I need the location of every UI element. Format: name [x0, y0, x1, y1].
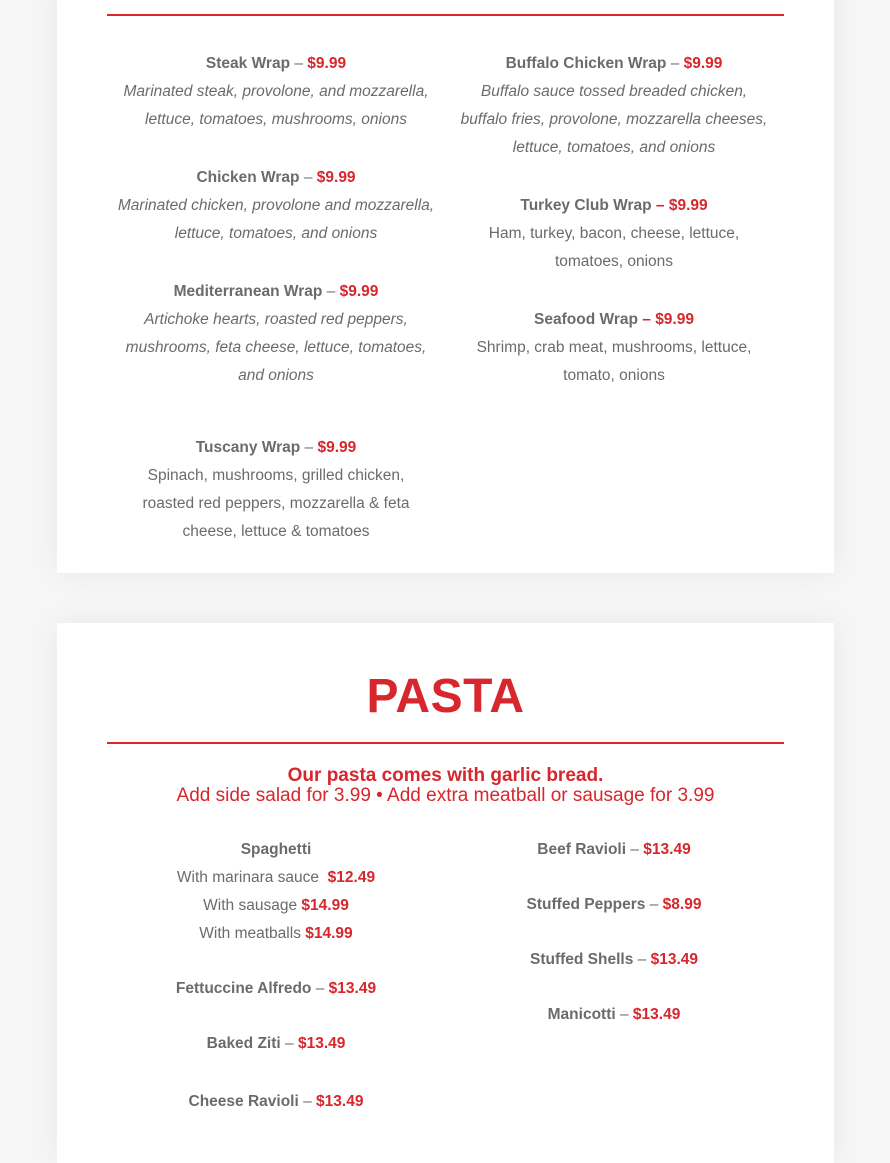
item-price: $13.49 [643, 841, 691, 858]
item-description: Marinated chicken, provolone and mozzarella, [117, 197, 435, 214]
item-description: and onions [238, 367, 314, 384]
item-price: $13.49 [297, 1035, 346, 1052]
item-description: buffalo fries, provolone, mozzarella cheeses, [460, 111, 768, 128]
item-price: $9.99 [339, 283, 379, 300]
item-name: Steak Wrap [205, 55, 291, 72]
item-description: tomato, onions [563, 367, 665, 384]
item-price: $9.99 [668, 197, 708, 214]
item-name: Beef Ravioli [537, 841, 627, 858]
menu-item-turkey-club-wrap [445, 192, 783, 276]
item-name: Stuffed Peppers [526, 896, 646, 913]
menu-item-tuscany-wrap [107, 434, 445, 546]
item-price: $14.99 [305, 925, 353, 942]
item-price: $14.99 [301, 897, 349, 914]
item-price: $8.99 [662, 896, 702, 913]
item-description: Ham, turkey, bacon, cheese, lettuce, [488, 225, 740, 242]
wraps-left-column [107, 50, 445, 576]
item-price: $9.99 [683, 55, 723, 72]
spaghetti-option [107, 864, 445, 892]
menu-item-mediterranean-wrap [107, 278, 445, 390]
separator: – [670, 55, 680, 72]
item-name: Turkey Club Wrap [520, 197, 652, 214]
menu-item-stuffed-peppers [445, 891, 783, 919]
item-price: $13.49 [632, 1006, 681, 1023]
pasta-section-card [57, 623, 834, 1163]
separator: – [619, 1006, 629, 1023]
menu-item-fettuccine-alfredo [107, 975, 445, 1003]
separator: – [303, 169, 313, 186]
menu-item-stuffed-shells [445, 946, 783, 974]
pasta-note [57, 766, 834, 806]
menu-item-steak-wrap [107, 50, 445, 134]
menu-item-chicken-wrap [107, 164, 445, 248]
item-name: Chicken Wrap [196, 169, 300, 186]
item-description: Shrimp, crab meat, mushrooms, lettuce, [476, 339, 752, 356]
item-price: $9.99 [317, 439, 357, 456]
separator: – [637, 951, 647, 968]
item-description: Marinated steak, provolone, and mozzarella, [123, 83, 429, 100]
separator: – [315, 980, 325, 997]
spaghetti-option [107, 920, 445, 948]
item-name: Fettuccine Alfredo [175, 980, 312, 997]
separator: – [303, 1093, 312, 1110]
item-name: Stuffed Shells [529, 951, 634, 968]
pasta-note-line-1: Our pasta comes with garlic bread. [287, 765, 604, 786]
menu-item-seafood-wrap [445, 306, 783, 390]
item-price: $9.99 [316, 169, 356, 186]
item-name: Manicotti [547, 1006, 616, 1023]
menu-item-beef-ravioli [445, 836, 783, 864]
item-name: Spaghetti [240, 841, 312, 858]
wraps-right-column [445, 50, 783, 420]
menu-item-manicotti [445, 1001, 783, 1029]
item-description: Spinach, mushrooms, grilled chicken, [147, 467, 405, 484]
menu-item-cheese-ravioli [107, 1088, 445, 1116]
menu-item-spaghetti [107, 836, 445, 948]
separator: – [642, 311, 651, 328]
item-name: Seafood Wrap [534, 311, 638, 328]
item-price: $9.99 [307, 55, 347, 72]
item-description: lettuce, tomatoes, and onions [512, 139, 716, 156]
item-description: tomatoes, onions [554, 253, 674, 270]
separator: – [294, 55, 303, 72]
item-price: $13.49 [328, 980, 377, 997]
option-label: With marinara sauce [176, 869, 320, 886]
item-price: $13.49 [650, 951, 699, 968]
section-title: PASTA [366, 670, 525, 723]
item-description: Artichoke hearts, roasted red peppers, [144, 311, 408, 328]
menu-item-baked-ziti [107, 1030, 445, 1058]
pasta-left-column [107, 836, 445, 1143]
item-name: Buffalo Chicken Wrap [505, 55, 667, 72]
item-price: $9.99 [655, 311, 694, 328]
option-label: With meatballs [199, 925, 301, 942]
menu-item-buffalo-chicken-wrap [445, 50, 783, 162]
item-description: roasted red peppers, mozzarella & feta [142, 495, 410, 512]
item-name: Tuscany Wrap [195, 439, 301, 456]
wraps-divider [107, 14, 784, 16]
item-description: cheese, lettuce & tomatoes [182, 523, 370, 540]
item-price: $13.49 [316, 1093, 364, 1110]
wraps-section-card [57, 0, 834, 573]
separator: – [285, 1035, 294, 1052]
pasta-divider [107, 742, 784, 744]
item-name: Mediterranean Wrap [173, 283, 323, 300]
pasta-right-column [445, 836, 783, 1056]
item-price: $12.49 [327, 869, 376, 886]
item-description: Buffalo sauce tossed breaded chicken, [480, 83, 748, 100]
separator: – [304, 439, 314, 456]
spaghetti-option [107, 892, 445, 920]
separator: – [649, 896, 659, 913]
pasta-note-line-2: Add side salad for 3.99 • Add extra meatball or sausage for 3.99 [176, 785, 715, 806]
separator: – [326, 283, 336, 300]
separator: – [630, 841, 639, 858]
option-label: With sausage [203, 897, 298, 914]
item-name: Cheese Ravioli [188, 1093, 299, 1110]
item-description: mushrooms, feta cheese, lettuce, tomatoes, [125, 339, 427, 356]
separator: – [655, 197, 665, 214]
item-description: lettuce, tomatoes, mushrooms, onions [145, 111, 407, 128]
item-description: lettuce, tomatoes, and onions [174, 225, 378, 242]
item-name: Baked Ziti [206, 1035, 281, 1052]
